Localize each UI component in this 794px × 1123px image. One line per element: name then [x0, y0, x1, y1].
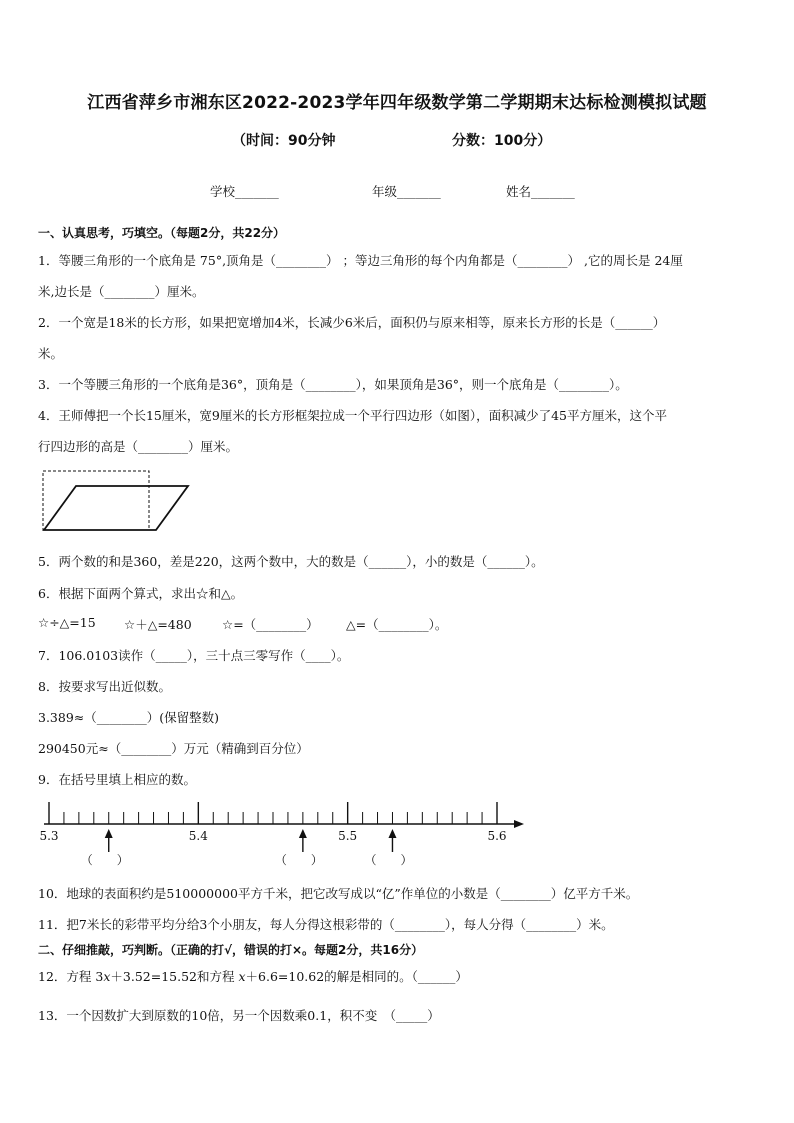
answer-blank: （ ）: [80, 853, 129, 867]
original-rectangle: [43, 471, 149, 530]
question-6-answer-2: △=（________）。: [346, 617, 448, 632]
question-4-line-1: 4．王师傅把一个长15厘米，宽9厘米的长方形框架拉成一个平行四边形（如图），面积减少了45平方厘米，这个平: [38, 408, 667, 423]
tick-label: 5.5: [338, 829, 358, 843]
tick-label: 5.3: [39, 829, 59, 843]
arrow-head: [299, 829, 307, 838]
question-3: 3．一个等腰三角形的一个底角是36°，顶角是（________），如果顶角是36°，则一个底角是（________）。: [38, 377, 628, 392]
tick-label: 5.6: [487, 829, 507, 843]
section-1-heading: 一、认真思考，巧填空。（每题2分，共22分）: [38, 226, 286, 240]
question-6-answer-1: ☆=（________）: [222, 617, 319, 632]
parallelogram-shape: [44, 486, 188, 530]
parallelogram-figure: [38, 466, 194, 536]
answer-blank: （ ）: [364, 853, 413, 867]
question-6: 6．根据下面两个算式，求出☆和△。: [38, 586, 244, 601]
question-12: [38, 967, 468, 985]
question-12-part-1: 12．方程 3: [38, 969, 104, 984]
question-11: 11．把7米长的彩带平均分给3个小朋友，每人分得这根彩带的（________），每人分得（________）米。: [38, 917, 614, 932]
question-1-line-2: 米,边长是（________）厘米。: [38, 284, 205, 299]
question-8-part-b: 290450元≈（________）万元（精确到百分位）: [38, 741, 309, 756]
question-10: 10．地球的表面积约是510000000平方千米，把它改写成以“亿”作单位的小数是（________）亿平方千米。: [38, 886, 639, 901]
school-field: 学校_______: [210, 184, 279, 199]
question-13: 13．一个因数扩大到原数的10倍，另一个因数乘0.1，积不变 （_____）: [38, 1008, 440, 1023]
answer-blank: （ ）: [274, 853, 323, 867]
question-6-equation-2: ☆＋△=480: [124, 617, 192, 632]
number-line: [38, 798, 538, 878]
section-2-heading: 二、仔细推敲，巧判断。（正确的打√，错误的打×。每题2分，共16分）: [38, 943, 424, 957]
exam-time: （时间：90分钟: [232, 133, 336, 149]
question-2-line-1: 2．一个宽是18米的长方形，如果把宽增加4米，长减少6米后，面积仍与原来相等，原来长方形的长是（______）: [38, 315, 666, 330]
question-8: 8．按要求写出近似数。: [38, 679, 171, 694]
grade-field: 年级_______: [372, 184, 441, 199]
variable-x-1: x: [103, 969, 111, 984]
question-5: 5．两个数的和是360，差是220，这两个数中，大的数是（______），小的数是（______）。: [38, 554, 544, 569]
page-title: 江西省萍乡市湘东区2022-2023学年四年级数学第二学期期末达标检测模拟试题: [87, 93, 707, 113]
question-2-line-2: 米。: [38, 346, 64, 361]
variable-x-2: x: [238, 969, 246, 984]
question-9: 9．在括号里填上相应的数。: [38, 772, 196, 787]
question-12-part-2: ＋3.52=15.52和方程: [110, 969, 235, 984]
question-7: 7．106.0103读作（_____），三十点三零写作（____）。: [38, 648, 350, 663]
question-1-line-1: 1．等腰三角形的一个底角是 75°,顶角是（________） ；等边三角形的每个内角都是（________） ,它的周长是 24厘: [38, 253, 683, 268]
question-4-line-2: 行四边形的高是（________）厘米。: [38, 439, 239, 454]
exam-score: 分数：100分）: [452, 133, 552, 149]
name-field: 姓名_______: [506, 184, 575, 199]
number-line-arrowhead: [514, 820, 524, 828]
question-12-part-3: ＋6.6=10.62的解是相同的。（______）: [245, 969, 468, 984]
arrow-head: [105, 829, 113, 838]
question-6-equation-1: ☆÷△=15: [38, 615, 96, 630]
tick-label: 5.4: [188, 829, 208, 843]
arrow-head: [388, 829, 396, 838]
question-8-part-a: 3.389≈（________）(保留整数): [38, 710, 220, 725]
